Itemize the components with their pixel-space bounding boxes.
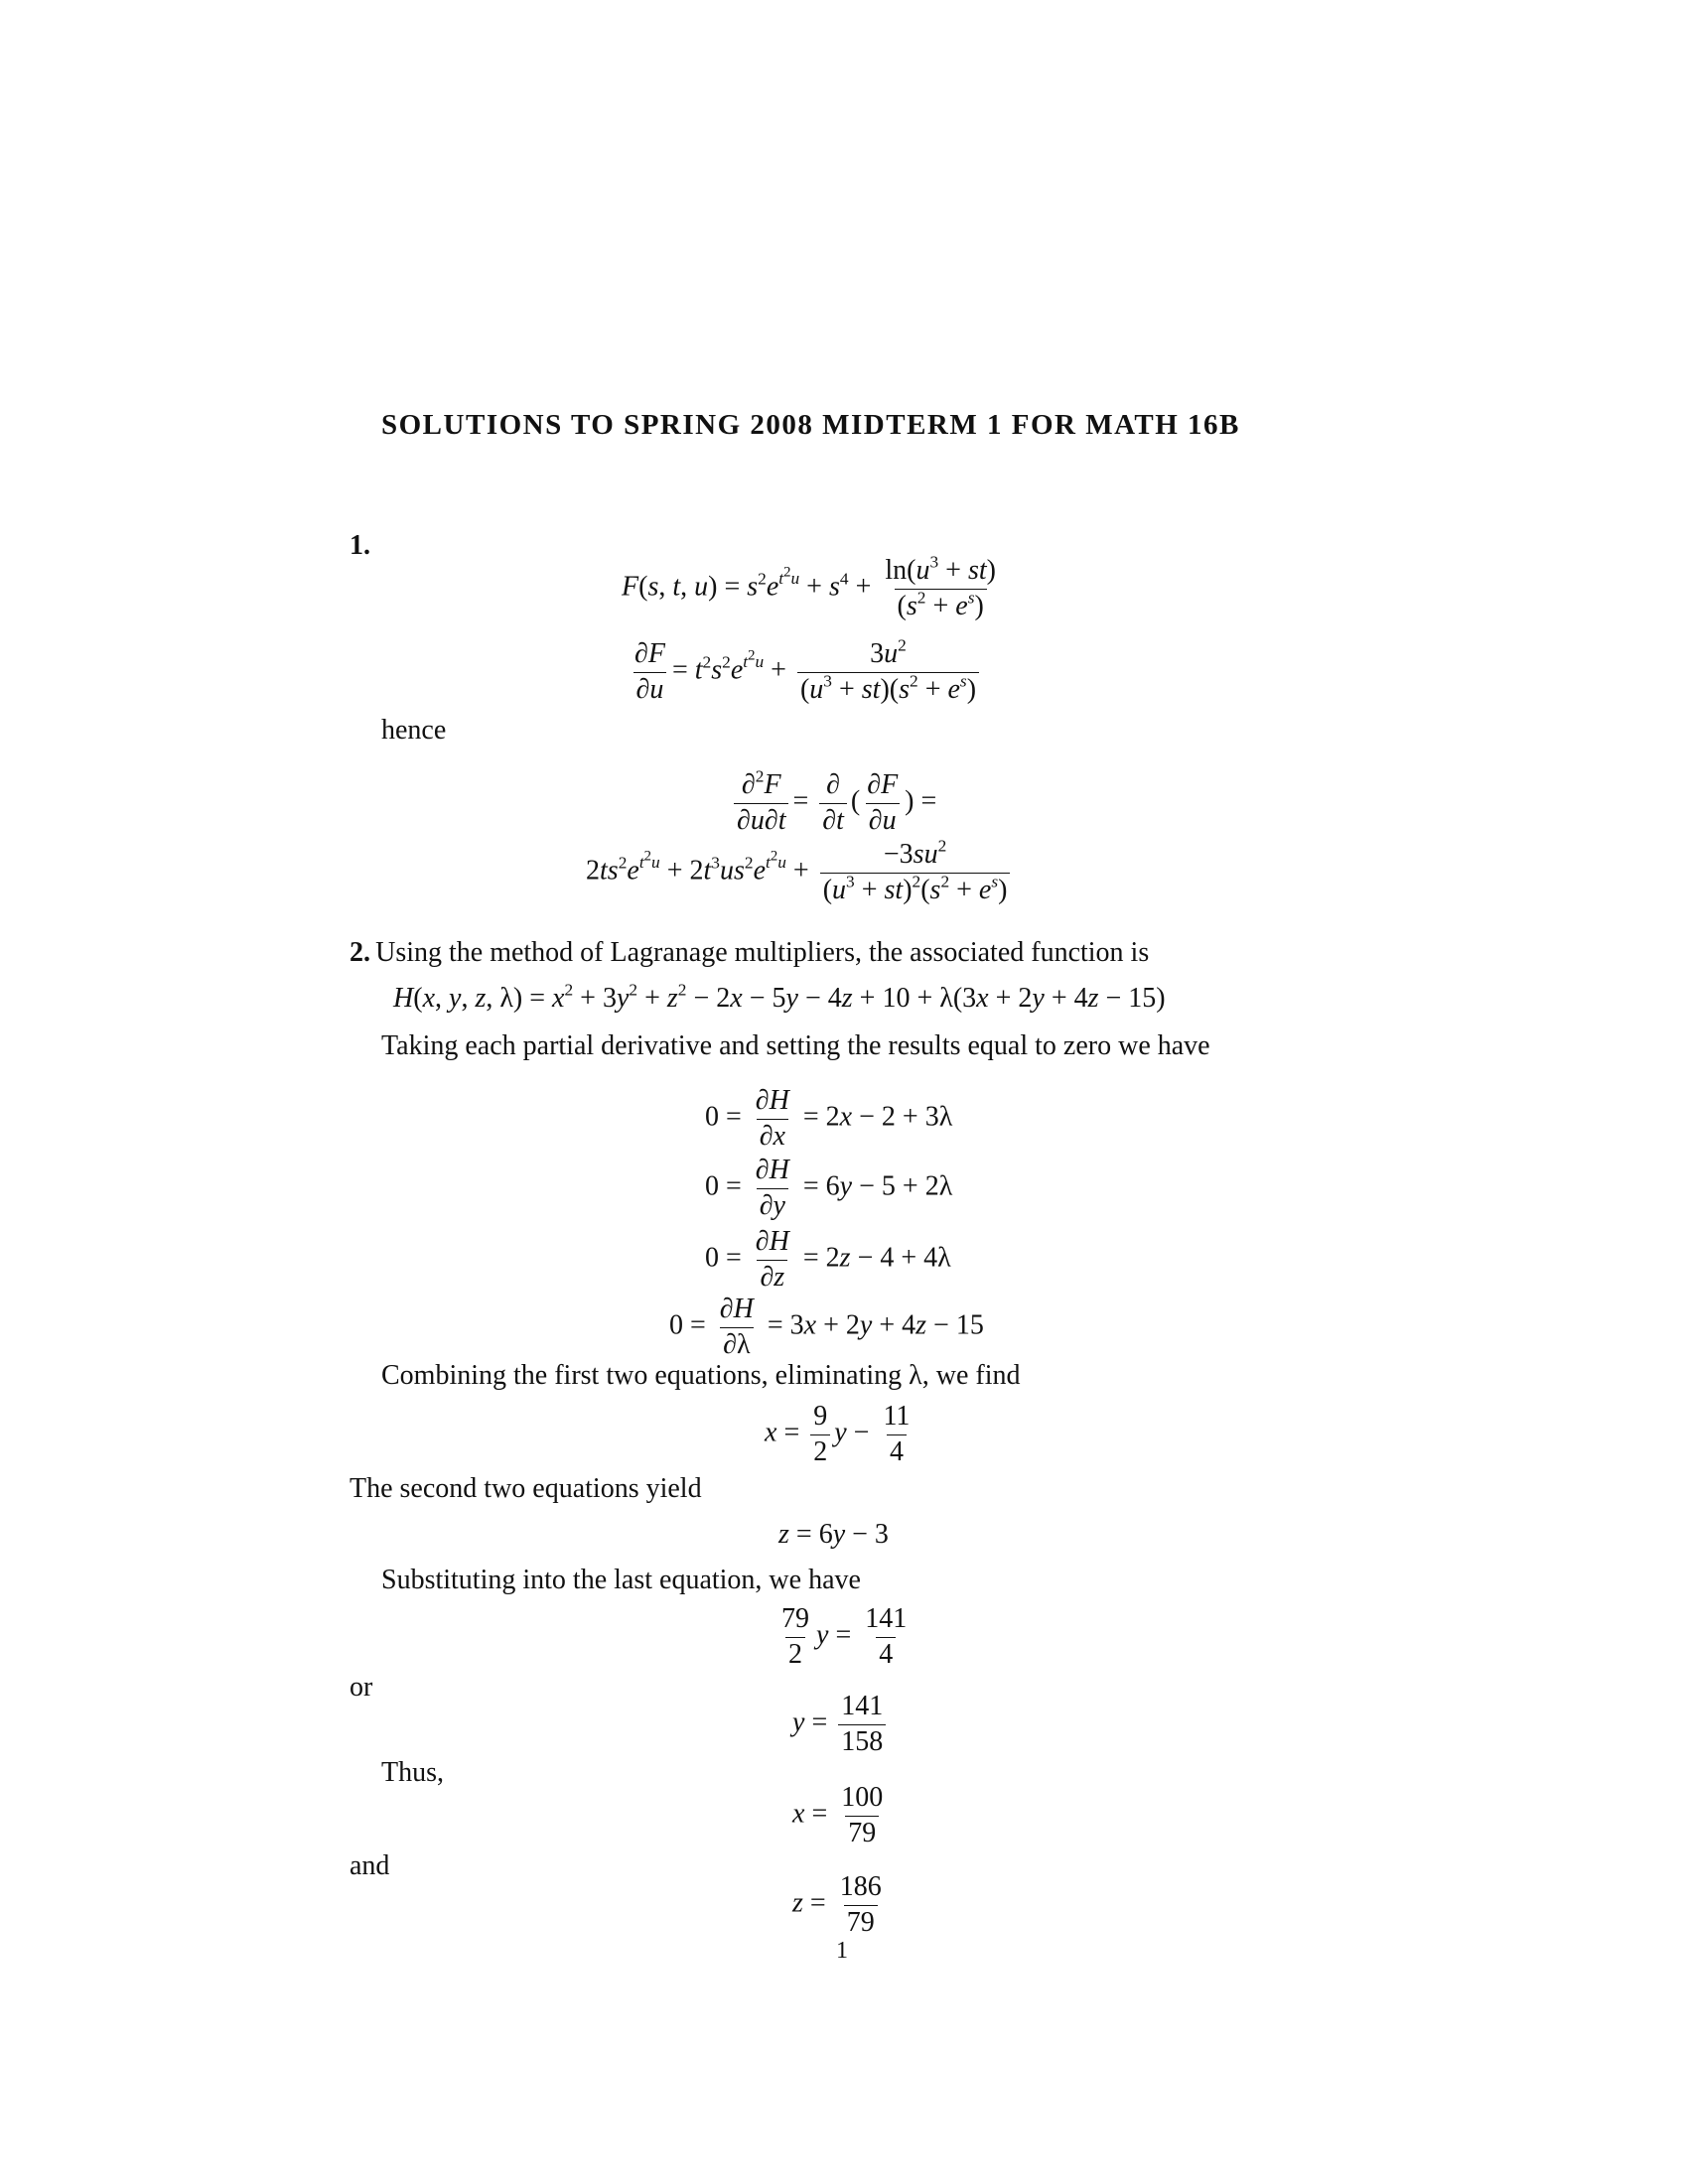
equation-z-value: z = $\frac{186}{79}$ (792, 1871, 882, 1938)
text-thus: Thus, (381, 1757, 444, 1788)
equation-dH-dz: 0 = $\frac{\partial H}{\partial z}$ = 2z − 4 + 4λ (705, 1226, 951, 1293)
page-title: SOLUTIONS TO SPRING 2008 MIDTERM 1 FOR MATH 16B (381, 409, 1240, 441)
equation-F-definition: F(s, t, $u) = s^2e^{t^2u} + s^4$ + $\frac{\ln(u^3 + st)}{(s^2 + e^s)}$ (622, 552, 996, 621)
text-second-two: The second two equations yield (350, 1473, 702, 1504)
problem-2-intro: 2. Using the method of Lagranage multipliers, the associated function is (350, 937, 1150, 968)
equation-dH-dlambda: 0 = $\frac{\partial H}{\partial\lambda}$ = 3x + 2y + 4z − 15 (669, 1294, 984, 1360)
text-taking-partials: Taking each partial derivative and setting the results equal to zero we have (381, 1030, 1210, 1061)
equation-substituted: $\frac{79}{2}$ y = $\frac{141}{4}$ (781, 1603, 908, 1670)
equation-dH-dx: 0 = $\frac{\partial H}{\partial x}$ = 2x − 2 + 3λ (705, 1085, 953, 1152)
text-and: and (350, 1850, 390, 1881)
text-substituting: Substituting into the last equation, we have (381, 1565, 861, 1595)
text-or: or (350, 1672, 373, 1703)
equation-x-value: x = $\frac{100}{79}$ (792, 1782, 884, 1848)
problem-1-number: 1. (350, 530, 370, 561)
text-hence: hence (381, 715, 447, 746)
equation-second-partial: $\frac{\partial^2F}{\partial u\partial t}$ = $\frac{\partial}{\partial t}$ ( $\frac{\partial F}{\partial u}$ ) = (730, 770, 936, 837)
equation-z-in-y: z = 6y − 3 (778, 1519, 889, 1550)
equation-x-in-y: x = $\frac{9}{2}$ y − $\frac{11}{4}$ (765, 1401, 911, 1467)
equation-dH-dy: 0 = $\frac{\partial H}{\partial y}$ = 6y − 5 + 2λ (705, 1155, 953, 1221)
text-combining: Combining the first two equations, eliminating λ, we find (381, 1360, 1021, 1391)
problem-2-number: 2. (350, 937, 370, 968)
page-number: 1 (836, 1938, 848, 1964)
equation-y-value: y = $\frac{141}{158}$ (792, 1692, 890, 1758)
equation-second-partial-result: $2ts^2e^{t^2u} + 2t^3us^2e^{t^2u}$ + $\frac{-3su^2}{(u^3 + st)^2(s^2 + e^s)}$ (586, 840, 1014, 906)
equation-dF-du: $\frac{\partial F}{\partial u}$ = $t^2s^2e^{t^2u}$ + $\frac{3u^2}{(u^3 + st)(s^2 + e^s)}$ (628, 639, 983, 706)
equation-H-definition: H(x, y, z, $\lambda) = x^2 + 3y^2 + z^2 - 2x - 5y - 4z + 10 + \lambda(3x + 2y + 4z - 15)$ (393, 980, 1166, 1014)
